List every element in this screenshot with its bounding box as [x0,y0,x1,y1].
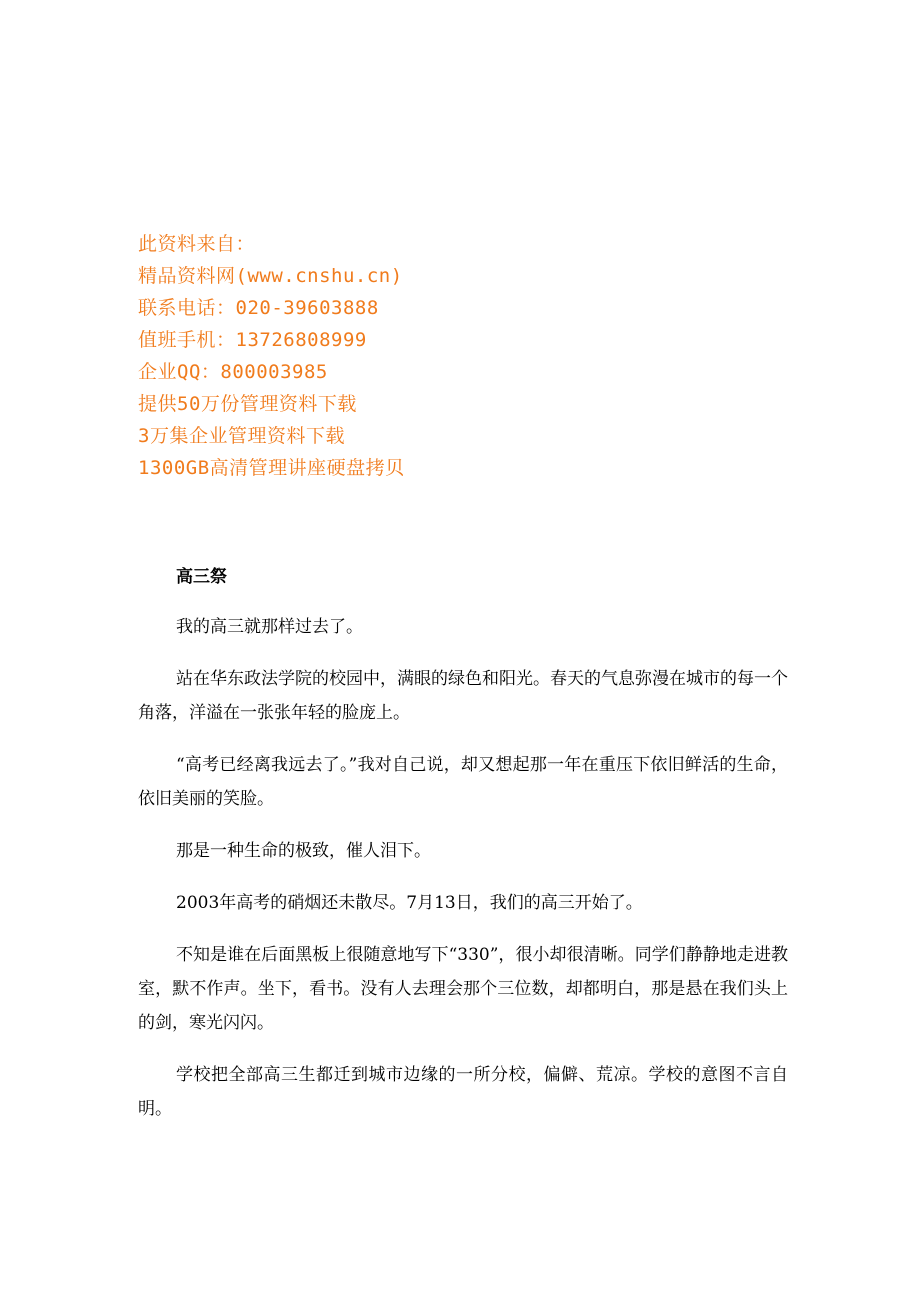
article-paragraph-1: 我的高三就那样过去了。 [176,617,363,637]
article-paragraph-7: 学校把全部高三生都迁到城市边缘的一所分校，偏僻、荒凉。学校的意图不言自明。 [138,1065,788,1119]
source-info-block [138,228,838,484]
source-line-mobile: 值班手机：13726808999 [138,329,367,351]
article-paragraph-2: 站在华东政法学院的校园中，满眼的绿色和阳光。春天的气息弥漫在城市的每一个角落，洋溢在一张张年轻的脸庞上。 [138,669,788,723]
article-paragraph-4: 那是一种生命的极致，催人泪下。 [176,841,431,861]
source-line-intro: 此资料来自： [138,233,256,255]
source-line-offer-3: 1300GB高清管理讲座硬盘拷贝 [138,457,405,479]
source-line-offer-2: 3万集企业管理资料下载 [138,425,345,447]
article-paragraph-5: 2003年高考的硝烟还未散尽。7月13日，我们的高三开始了。 [176,893,643,913]
article-paragraph-6: 不知是谁在后面黑板上很随意地写下“330”，很小却很清晰。同学们静静地走进教室，默不作声。坐下，看书。没有人去理会那个三位数，却都明白，那是悬在我们头上的剑，寒光闪闪。 [138,945,788,1033]
source-line-website: 精品资料网(www.cnshu.cn) [138,265,403,287]
article-paragraph-3: “高考已经离我远去了。”我对自己说，却又想起那一年在重压下依旧鲜活的生命，依旧美丽的笑脸。 [138,755,788,809]
source-line-phone: 联系电话：020-39603888 [138,297,379,319]
source-line-offer-1: 提供50万份管理资料下载 [138,393,357,415]
source-line-qq: 企业QQ：800003985 [138,361,328,383]
article-title: 高三祭 [176,567,227,587]
article [138,560,788,1144]
